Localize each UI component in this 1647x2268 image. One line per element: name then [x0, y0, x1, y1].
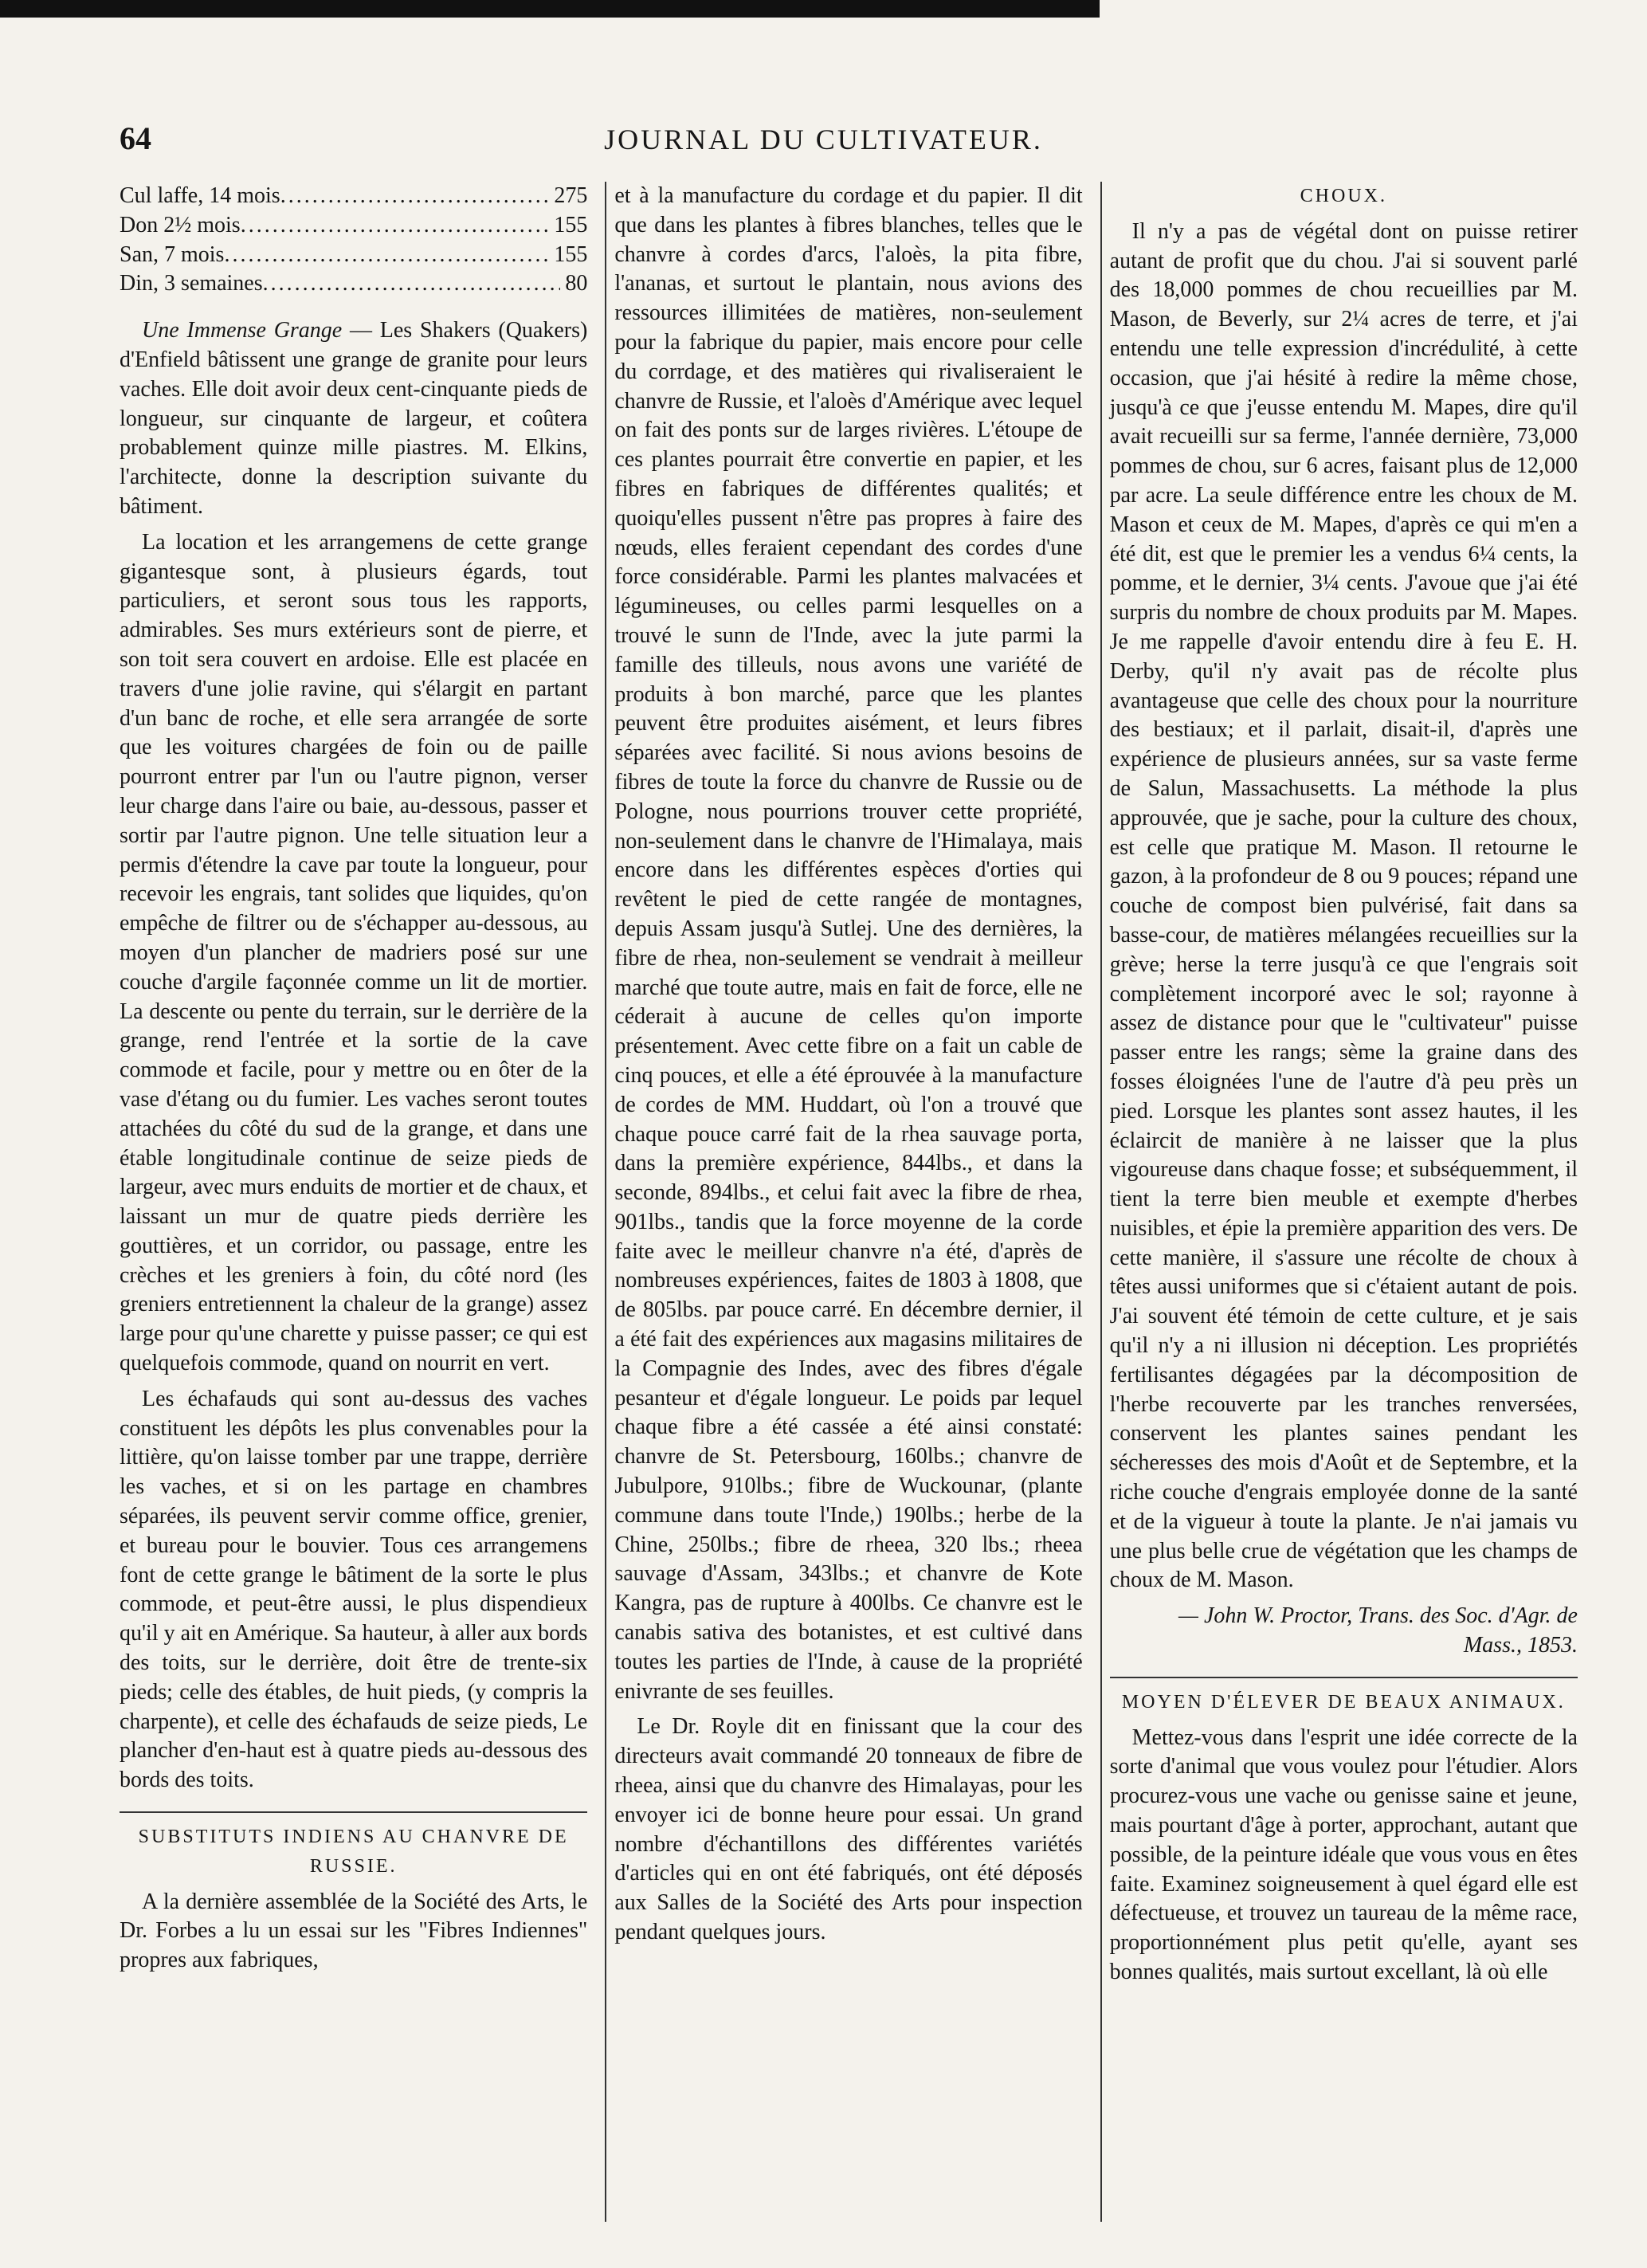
- article-text: — Les Shakers (Quakers) d'Enfield bâtissent une grange de granite pour leurs vaches. Elle doit avoir deux cent-cinquante pieds de longueur, sur cinquante de largeur, et coûtera probablement quinze mille piastres. M. Elkins, l'architecte, donne la description suivante du bâtiment.: [120, 318, 588, 519]
- page-number: 64: [120, 120, 151, 156]
- leader-dots: [224, 241, 549, 270]
- page-header: [120, 120, 1527, 167]
- section-heading: MOYEN D'ÉLEVER DE BEAUX ANIMAUX.: [1121, 1691, 1566, 1713]
- column-3: [1100, 182, 1578, 2222]
- article-paragraph: La location et les arrangemens de cette grange gigantesque sont, à plusieurs égards, tout particuliers, et seront sous tous les rapports, admirables. Ses murs extérieurs sont de pierre, et son toit sera couvert en ardoise. Elle est placée en travers d'une jolie ravine, qui s'élargit en partant d'un banc de roche, et elle sera arrangée de sorte que les voitures chargées de foin ou de paille pourront entrer par l'un ou l'autre pignon, verser leur charge dans l'aire ou baie, au-dessous, passer et sortir par l'autre pignon. Une telle situation leur a permis d'étendre la cave par toute la longueur, pour recevoir les engrais, tant solides que liquides, qu'on empêche de filtrer ou de s'échapper au-dessous, au moyen d'un plancher de madriers posé sur une couche d'argile façonnée comme un lit de mortier. La descente ou pente du terrain, sur le derrière de la grange, rend l'entrée et la sortie de la cave commode et facile, pour y mettre ou en ôter de la vase d'étang ou du fumier. Les vaches seront toutes attachées du côté du sud de la grange, et dans une étable longitudinale continue de seize pieds de largeur, avec murs enduits de mortier et de chaux, et laissant un mur de quatre pieds derrière les gouttières, et un corridor, ou passage, entre les crèches et les greniers à foin, du côté nord (les greniers entretiennent la chaleur de la grange) assez large pour qu'une charette y puisse passer; ce qui est quelquefois commode, quand on nourrit en vert.: [120, 529, 588, 1376]
- leader-dots: [241, 211, 550, 241]
- article-paragraph: A la dernière assemblée de la Société des Arts, le Dr. Forbes a lu un essai sur les "Fibres Indiennes" propres aux fabriques,: [120, 1889, 588, 1973]
- signature: — John W. Proctor, Trans. des Soc. d'Agr. de Mass., 1853.: [1178, 1603, 1578, 1658]
- text-columns: [120, 182, 1578, 2222]
- list-item: [120, 241, 587, 270]
- list-label: Cul laffe, 14 mois: [120, 183, 280, 208]
- section-divider: [1110, 1677, 1578, 1678]
- list-item: [120, 269, 587, 299]
- list-label: Din, 3 semaines: [120, 271, 263, 296]
- leader-dots: [280, 182, 550, 211]
- list-label: San, 7 mois: [120, 241, 225, 267]
- leader-dots: [263, 269, 561, 299]
- section-heading: CHOUX.: [1300, 186, 1387, 206]
- column-2: [605, 182, 1082, 2222]
- column-1: [120, 182, 587, 2222]
- list-value: 155: [554, 241, 588, 267]
- article-paragraph: et à la manufacture du cordage et du papier. Il dit que dans les plantes à fibres blanches, telles que le chanvre à cordes d'arcs, l'aloès, la pita fibre, l'ananas, et surtout le plantain, nous avions des ressources illimitées de matières, non-seulement pour la fabrique du papier, mais encore pour celle du corrdage, et des matières qui rivaliseraient le chanvre de Russie, et l'aloès d'Amérique avec lequel on fait des ponts sur de larges rivières. L'étoupe de ces plantes pourrait être convertie en papier, et les fibres en fabriques de différentes qualités; et quoiqu'elles pussent n'être pas propres à faire des nœuds, elles feraient cependant des cordes d'une force considérable. Parmi les plantes malvacées et légumineuses, ou celles parmi lesquelles on a trouvé le sunn de l'Inde, avec la jute parmi la famille des tilleuls, nous avons une variété de produits à bon marché, parce que les plantes peuvent être produites aisément, et leurs fibres séparées avec facilité. Si nous avions besoins de fibres de toute la force du chanvre de Russie ou de Pologne, nous pourrions trouver cette propriété, non-seulement dans le chanvre de l'Himalaya, mais encore dans les différentes espèces d'orties qui revêtent le pied de cette rangée de montagnes, depuis Assam jusqu'à Sutlej. Une des dernières, la fibre de rhea, non-seulement se vendrait à meilleur marché que toute autre, mais en fait de force, elle ne céderait à aucune de celles qu'on importe présentement. Avec cette fibre on a fait un cable de cinq pouces, et elle a été éprouvée à la manufacture de cordes de MM. Huddart, où l'on a trouvé que chaque pouce carré fait de la rhea sauvage porta, dans la première expérience, 844lbs., et dans la seconde, 894lbs., et celui fait avec la fibre de rhea, 901lbs., tandis que la force moyenne de la corde faite avec le meilleur chanvre n'a été, d'après de nombreuses expériences, faites de 1803 à 1808, que de 805lbs. par pouce carré. En décembre dernier, il a été fait des expériences aux magasins militaires de la Compagnie des Indes, avec des fibres d'égale pesanteur et d'égale longueur. Le poids par lequel chaque fibre a été cassée a été ainsi constaté: chanvre de St. Petersbourg, 160lbs.; chanvre de Jubulpore, 910lbs.; fibre de Wuckounar, (plante commune dans toute l'Inde,) 190lbs.; herbe de la Chine, 250lbs.; fibre de rheea, 320 lbs.; rheea sauvage d'Assam, 343lbs.; et chanvre de Kote Kangra, pas de rupture à 400lbs. Ce chanvre est le canabis sativa des botanistes, et est cultivé dans toutes les parties de l'Inde, à cause de la propriété enivrante de ses feuilles.: [614, 183, 1083, 1704]
- list-item: [120, 211, 587, 241]
- article-paragraph: Le Dr. Royle dit en finissant que la cour des directeurs avait commandé 20 tonneaux de fibre de rheea, ainsi que du chanvre des Himalayas, pour les envoyer ici de bonne heure pour essai. Un grand nombre d'échantillons des différentes variétés d'articles qui en ont été fabriqués, ont été déposés aux Salles de la Société des Arts pour inspection pendant quelques jours.: [614, 1714, 1083, 1945]
- list-label: Don 2½ mois: [120, 212, 241, 237]
- section-divider: [120, 1811, 587, 1813]
- list-value: 80: [565, 271, 588, 296]
- article-paragraph: Les échafauds qui sont au-dessus des vaches constituent les dépôts les plus convenables pour la littière, qu'on laisse tomber par une trappe, derrière les vaches, et si on les partage en chambres séparées, ils peuvent servir comme office, grenier, et bureau pour le bouvier. Tous ces arrangemens font de cette grange le bâtiment de la sorte le plus commode, et peut-être aussi, le plus dispendieux qu'il y ait en Amérique. Sa hauteur, à aller aux bords des toits, sur le derrière, doit être de trente-six pieds; celle des étables, de huit pieds, (y compris la charpente), et celle des échafauds de seize pieds, Le plancher d'en-haut est à quatre pieds au-dessous des bords des toits.: [120, 1386, 588, 1793]
- article-paragraph: [120, 316, 587, 522]
- list-value: 155: [554, 212, 588, 237]
- section-heading: SUBSTITUTS INDIENS AU CHANVRE DE RUSSIE.: [138, 1827, 569, 1877]
- article-title: Une Immense Grange: [142, 318, 343, 343]
- running-title: JOURNAL DU CULTIVATEUR.: [604, 124, 1043, 155]
- article-paragraph: Mettez-vous dans l'esprit une idée correcte de la sorte d'animal que vous voulez pour l'étudier. Alors procurez-vous une vache ou genisse saine et jeune, mais pourtant d'âge à porter, approchant, autant que possible, de la peinture idéale que vous vous en êtes faite. Examinez soigneusement à quel égard elle est défectueuse, et trouvez un taureau de la même race, proportionnément plus petit qu'elle, ayant ses bonnes qualités, mais surtout excellant, là où elle: [1109, 1725, 1578, 1985]
- article-paragraph: Il n'y a pas de végétal dont on puisse retirer autant de profit que du chou. J'ai si souvent parlé des 18,000 pommes de chou recueillies par M. Mason, de Beverly, sur 2¼ acres de terre, et j'ai entendu une telle expression d'incrédulité, à cette occasion, que j'ai hésité à redire la même chose, jusqu'à ce que j'eusse entendu M. Mapes, dire qu'il avait recueilli sur sa ferme, l'année dernière, 73,000 pommes de chou, sur 6 acres, faisant plus de 12,000 par acre. La seule différence entre les choux de M. Mason et ceux de M. Mapes, d'après ce qui m'en a été dit, est que le premier les a vendus 6¼ cents, la pomme, et le dernier, 3¼ cents. J'avoue que j'ai été surpris du nombre de choux produits par M. Mapes. Je me rappelle d'avoir entendu dire à feu E. H. Derby, qu'il n'y avait pas de récolte plus avantageuse que celle des choux pour la nourriture des bestiaux; et il parlait, disait-il, d'après une expérience de plusieurs années, sur sa vaste ferme de Salun, Massachusetts. La méthode la plus approuvée, que je sache, pour la culture des choux, est celle que pratique M. Mason. Il retourne le gazon, à la profondeur de 8 ou 9 pouces; répand une couche de compost bien pulvérisé, fait dans sa basse-cour, de matières mélangées recueillies sur la grève; herse la terre jusqu'à ce que l'engrais soit complètement incorporé avec le sol; rayonne à assez de distance pour que le "cultivateur" puisse passer entre les rangs; sème la graine dans des fosses éloignées l'une de l'autre d'à peu près un pied. Lorsque les plantes sont assez hautes, il les éclaircit de manière à ne laisser que la plus vigoureuse dans chaque fosse; et subséquemment, il tient la terre bien meuble et exempte d'herbes nuisibles, et épie la première apparition des vers. De cette manière, il s'assure une récolte de choux à têtes aussi uniformes que si c'étaient autant de pois. J'ai souvent été témoin de cette culture, et je sais qu'il n'y a ni illusion ni déception. Les propriétés fertilisantes dégagées par la décomposition de l'herbe recouverte par les tranches renversées, conservent les plantes saines pendant les sécheresses des mois d'Août et de Septembre, et la riche couche d'engrais employée donne de la santé et de la vigueur à toute la plante. Je n'ai jamais vu une plus belle crue de végétation que les champs de choux de M. Mason.: [1109, 218, 1578, 1593]
- list-value: 275: [554, 183, 588, 208]
- top-edge-bar: [0, 0, 1100, 18]
- list-item: [120, 182, 587, 211]
